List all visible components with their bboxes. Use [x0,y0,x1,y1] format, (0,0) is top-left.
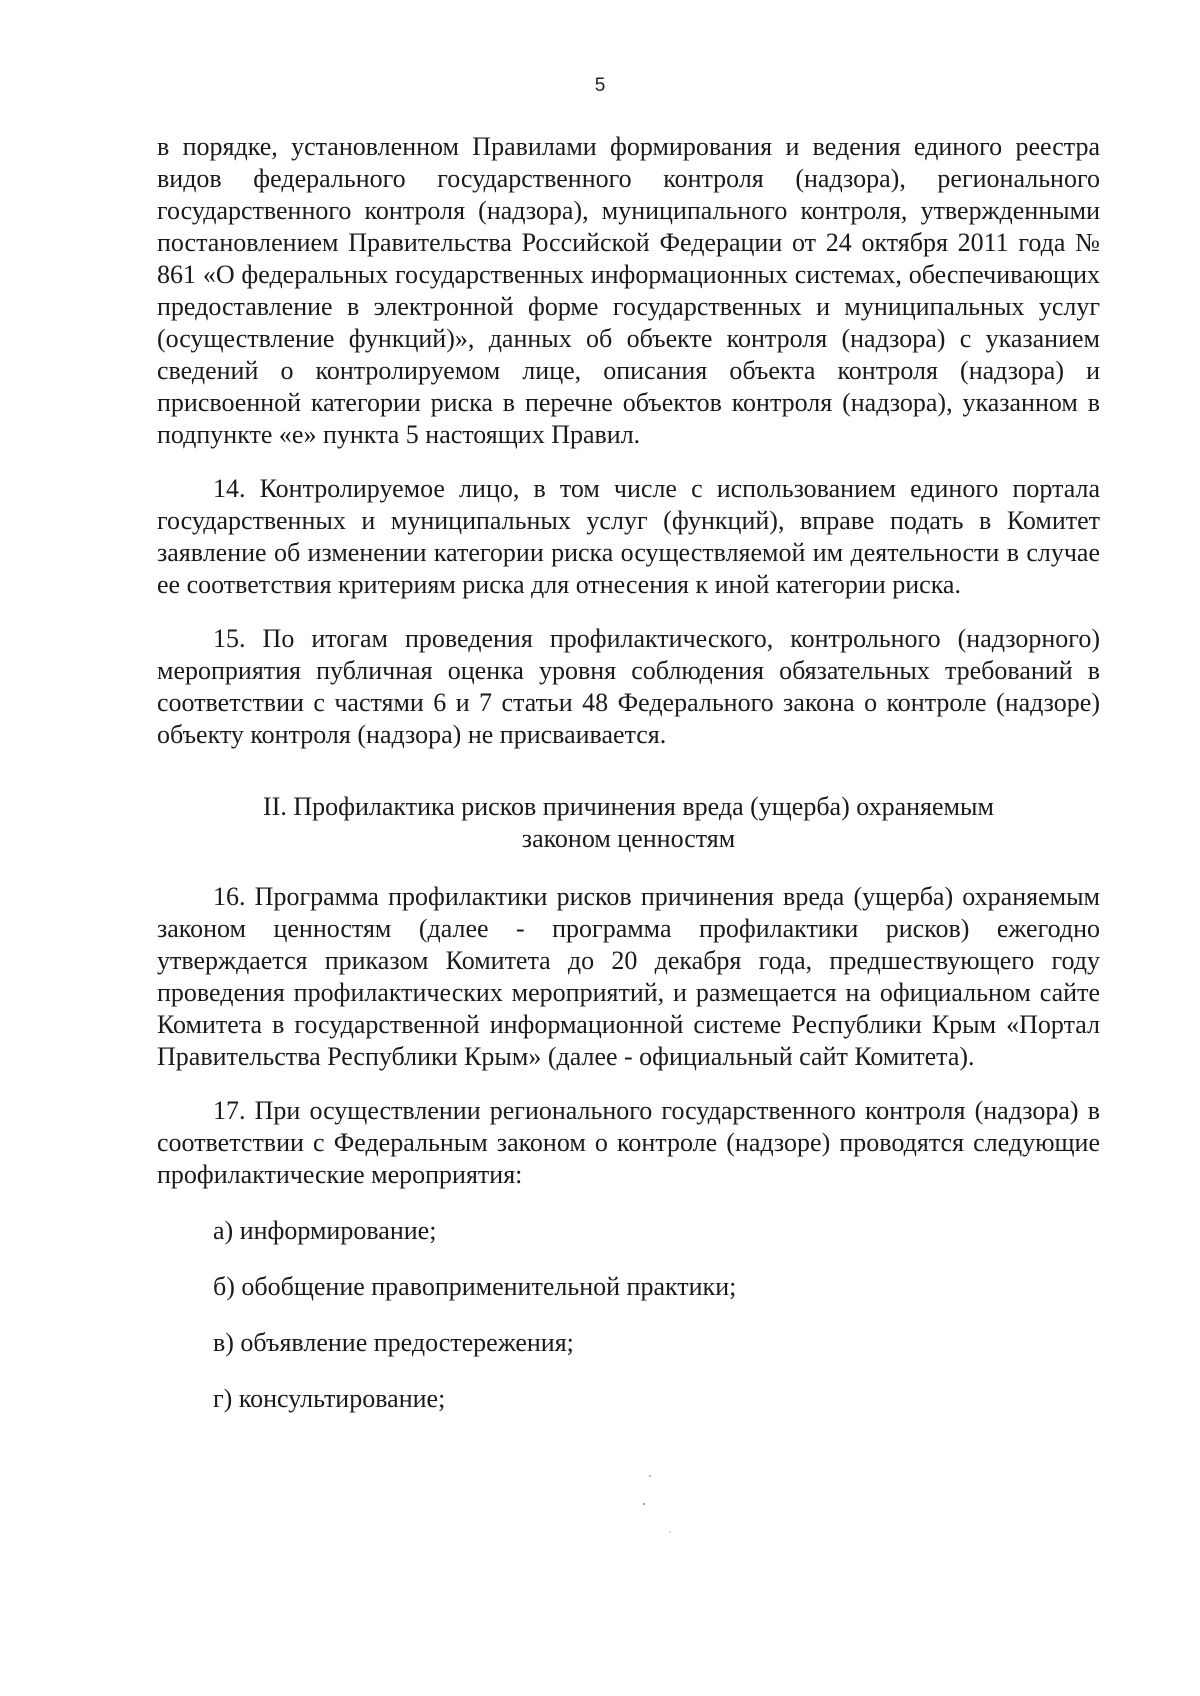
list-item-d: г) консультирование; [213,1384,446,1413]
list-item-c: в) объявление предостережения; [213,1328,574,1357]
document-body [157,131,1100,1415]
paragraph-17: 17. При осуществлении регионального государственного контроля (надзора) в соответствии с Федеральным законом о контроле (надзоре) проводятся следующие профилактические мероприятия: [157,1096,1100,1189]
section-heading: II. Профилактика рисков причинения вреда (ущерба) охраняемым законом ценностям [263,792,994,853]
paragraph-14: 14. Контролируемое лицо, в том числе с использованием единого портала государственных и муниципальных услуг (функций), вправе подать в Комитет заявление об изменении категории риска осуществляемой им деятельности в случае ее соответствия критериям риска для отнесения к иной категории риска. [157,474,1100,599]
scan-specks [640,1470,680,1540]
page-number: 5 [594,75,606,96]
paragraph-13-continuation: в порядке, установленном Правилами формирования и ведения единого реестра видов федерального государственного контроля (надзора), регионального государственного контроля (надзора), муниципального контроля, утвержденными постановлением Правительства Российской Федерации от 24 октября 2011 года № 861 «О федеральных государственных информационных системах, обеспечивающих предоставление в электронной форме государственных и муниципальных услуг (осуществление функций)», данных об объекте контроля (надзора) с указанием сведений о контролируемом лице, описания объекта контроля (надзора) и присвоенной категории риска в перечне объектов контроля (надзора), указанном в подпункте «е» пункта 5 настоящих Правил. [157,132,1100,449]
list-item-b: б) обобщение правоприменительной практики; [213,1272,737,1301]
list-item-a: а) информирование; [213,1216,437,1245]
paragraph-16: 16. Программа профилактики рисков причинения вреда (ущерба) охраняемым законом ценностям (далее - программа профилактики рисков) ежегодно утверждается приказом Комитета до 20 декабря года, предшествующего году проведения профилактических мероприятий, и размещается на официальном сайте Комитета в государственной информационной системе Республики Крым «Портал Правительства Республики Крым» (далее - официальный сайт Комитета). [157,882,1100,1071]
paragraph-15: 15. По итогам проведения профилактического, контрольного (надзорного) мероприятия публичная оценка уровня соблюдения обязательных требований в соответствии с частями 6 и 7 статьи 48 Федерального закона о контроле (надзоре) объекту контроля (надзора) не присваивается. [157,624,1100,749]
